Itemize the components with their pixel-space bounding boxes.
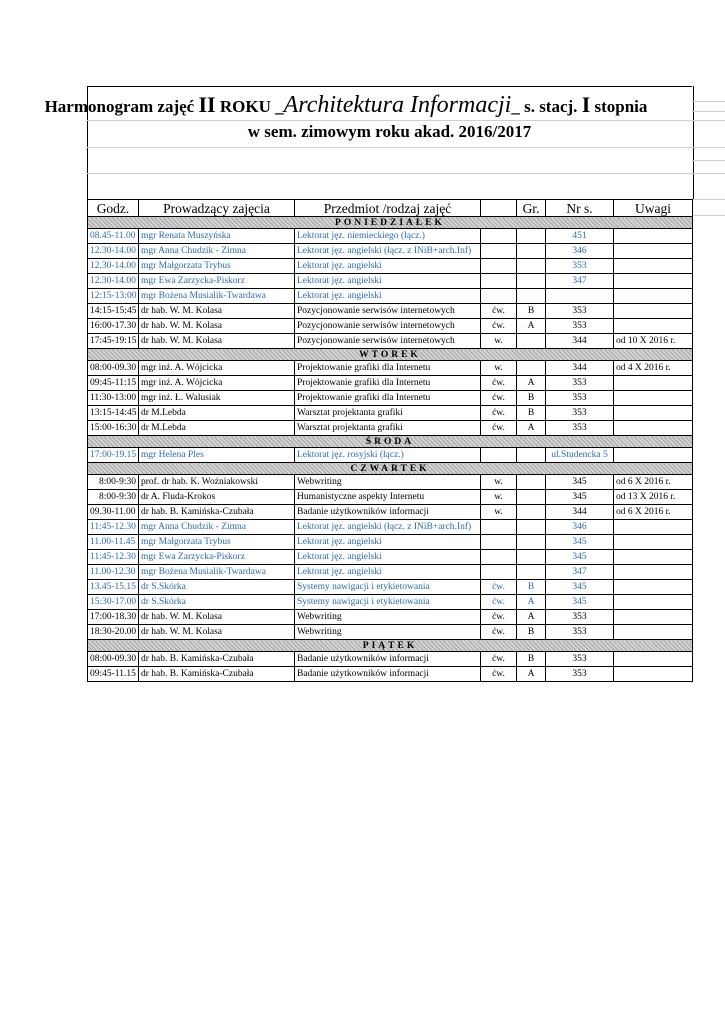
notes-cell	[614, 535, 693, 550]
notes-cell	[614, 259, 693, 274]
time-cell: 13:15-14:45	[88, 406, 139, 421]
notes-cell	[614, 319, 693, 334]
room-cell: 345	[546, 580, 614, 595]
room-cell: 353	[546, 421, 614, 436]
column-header: Gr.	[517, 200, 546, 217]
notes-cell	[614, 274, 693, 289]
type-cell: w.	[481, 490, 517, 505]
page-subtitle: w sem. zimowym roku akad. 2016/2017	[247, 122, 532, 141]
table-row	[88, 580, 693, 595]
teacher-cell: dr hab. W. M. Kolasa	[139, 625, 295, 640]
notes-cell	[614, 304, 693, 319]
room-cell: 346	[546, 520, 614, 535]
table-row	[88, 652, 693, 667]
group-cell: A	[517, 376, 546, 391]
subject-cell: Projektowanie grafiki dla Internetu	[295, 361, 481, 376]
group-cell	[517, 535, 546, 550]
subject-cell: Lektorat jęz. angielski	[295, 535, 481, 550]
type-cell	[481, 244, 517, 259]
teacher-cell: mgr Helena Ples	[139, 448, 295, 463]
type-cell	[481, 520, 517, 535]
notes-cell: od 13 X 2016 r.	[614, 490, 693, 505]
group-cell	[517, 289, 546, 304]
day-header	[88, 436, 693, 448]
notes-cell	[614, 550, 693, 565]
day-header	[88, 640, 693, 652]
room-cell: 344	[546, 361, 614, 376]
room-cell: 353	[546, 652, 614, 667]
teacher-cell: mgr inż. A. Wójcicka	[139, 376, 295, 391]
table-row	[88, 595, 693, 610]
column-header: Przedmiot /rodzaj zajęć	[295, 200, 481, 217]
notes-cell	[614, 289, 693, 304]
column-header: Uwagi	[614, 200, 693, 217]
room-cell: 353	[546, 391, 614, 406]
table-row	[88, 520, 693, 535]
notes-cell	[614, 448, 693, 463]
table-row	[88, 319, 693, 334]
type-cell	[481, 565, 517, 580]
table-row	[88, 535, 693, 550]
teacher-cell: dr hab. W. M. Kolasa	[139, 610, 295, 625]
grid-line	[692, 215, 725, 216]
notes-cell	[614, 595, 693, 610]
type-cell	[481, 550, 517, 565]
room-cell: 353	[546, 625, 614, 640]
group-cell	[517, 448, 546, 463]
notes-cell	[614, 667, 693, 682]
table-row	[88, 391, 693, 406]
room-cell: 344	[546, 334, 614, 349]
type-cell	[481, 448, 517, 463]
time-cell: 15:00-16:30	[88, 421, 139, 436]
notes-cell	[614, 229, 693, 244]
day-header	[88, 349, 693, 361]
subject-cell: Lektorat jęz. rosyjski (łącz.)	[295, 448, 481, 463]
type-cell: ćw.	[481, 652, 517, 667]
teacher-cell: prof. dr hab. K. Woźniakowski	[139, 475, 295, 490]
room-cell: 344	[546, 505, 614, 520]
group-cell: B	[517, 304, 546, 319]
subject-cell: Lektorat jęz. angielski	[295, 565, 481, 580]
teacher-cell: mgr Anna Chudzik - Zimna	[139, 520, 295, 535]
group-cell	[517, 565, 546, 580]
table-row	[88, 667, 693, 682]
time-cell: 12:15-13:00	[88, 289, 139, 304]
type-cell: w.	[481, 475, 517, 490]
teacher-cell: dr M.Lebda	[139, 406, 295, 421]
notes-cell	[614, 406, 693, 421]
type-cell: ćw.	[481, 406, 517, 421]
group-cell: B	[517, 652, 546, 667]
group-cell: B	[517, 625, 546, 640]
teacher-cell: mgr Renata Muszyńska	[139, 229, 295, 244]
table-row	[88, 421, 693, 436]
time-cell: 17:00-18.30	[88, 610, 139, 625]
time-cell: 09:45-11:15	[88, 376, 139, 391]
subject-cell: Badanie użytkowników informacji	[295, 652, 481, 667]
subject-cell: Lektorat jęz. angielski	[295, 274, 481, 289]
group-cell: A	[517, 610, 546, 625]
group-cell	[517, 505, 546, 520]
subject-cell: Lektorat jęz. angielski	[295, 259, 481, 274]
room-cell: 353	[546, 406, 614, 421]
day-label: PIĄTEK	[88, 640, 693, 652]
subject-cell: Pozycjonowanie serwisów internetowych	[295, 319, 481, 334]
notes-cell	[614, 580, 693, 595]
schedule-table	[87, 199, 693, 682]
teacher-cell: mgr Ewa Zarzycka-Piskorz	[139, 550, 295, 565]
teacher-cell: dr M.Lebda	[139, 421, 295, 436]
teacher-cell: mgr inż. Ł. Walusiak	[139, 391, 295, 406]
table-row	[88, 304, 693, 319]
type-cell: ćw.	[481, 625, 517, 640]
notes-cell	[614, 244, 693, 259]
notes-cell: od 4 X 2016 r.	[614, 361, 693, 376]
type-cell	[481, 274, 517, 289]
subject-cell: Lektorat jęz. niemieckiego (łącz.)	[295, 229, 481, 244]
notes-cell	[614, 565, 693, 580]
group-cell: A	[517, 421, 546, 436]
day-label: CZWARTEK	[88, 463, 693, 475]
subject-cell: Warsztat projektanta grafiki	[295, 421, 481, 436]
room-cell: 345	[546, 490, 614, 505]
day-label: PONIEDZIAŁEK	[88, 217, 693, 229]
type-cell: w.	[481, 334, 517, 349]
grid-line	[87, 173, 725, 174]
time-cell: 18:30-20.00	[88, 625, 139, 640]
type-cell	[481, 259, 517, 274]
table-header	[88, 200, 693, 217]
time-cell: 15:30-17.00	[88, 595, 139, 610]
group-cell	[517, 334, 546, 349]
subject-cell: Projektowanie grafiki dla Internetu	[295, 376, 481, 391]
time-cell: 08:00-09.30	[88, 361, 139, 376]
table-row	[88, 244, 693, 259]
notes-cell: od 10 X 2016 r.	[614, 334, 693, 349]
subject-cell: Badanie użytkowników informacji	[295, 505, 481, 520]
top-border	[87, 86, 692, 87]
teacher-cell: mgr inż. A. Wójcicka	[139, 361, 295, 376]
type-cell: w.	[481, 505, 517, 520]
table-row	[88, 610, 693, 625]
type-cell: ćw.	[481, 391, 517, 406]
subject-cell: Webwriting	[295, 475, 481, 490]
grid-line	[87, 147, 725, 148]
grid-line	[692, 199, 725, 200]
teacher-cell: mgr Bożena Musialik-Twardawa	[139, 565, 295, 580]
subject-cell: Warsztat projektanta grafiki	[295, 406, 481, 421]
room-cell: 347	[546, 274, 614, 289]
time-cell: 11:45-12.30	[88, 550, 139, 565]
time-cell: 17:00-19.15	[88, 448, 139, 463]
notes-cell	[614, 520, 693, 535]
room-cell: 345	[546, 535, 614, 550]
type-cell: ćw.	[481, 667, 517, 682]
group-cell: A	[517, 595, 546, 610]
type-cell: ćw.	[481, 595, 517, 610]
table-row	[88, 361, 693, 376]
time-cell: 8:00-9:30	[88, 490, 139, 505]
type-cell: w.	[481, 361, 517, 376]
type-cell	[481, 535, 517, 550]
table-row	[88, 259, 693, 274]
teacher-cell: dr S.Skórka	[139, 580, 295, 595]
teacher-cell: dr hab. B. Kamińska-Czubała	[139, 652, 295, 667]
table-row	[88, 406, 693, 421]
subject-cell: Systemy nawigacji i etykietowania	[295, 580, 481, 595]
table-row	[88, 229, 693, 244]
time-cell: 11:30-13:00	[88, 391, 139, 406]
subject-cell: Lektorat jęz. angielski	[295, 289, 481, 304]
time-cell: 12.30-14.00	[88, 259, 139, 274]
time-cell: 08:00-09.30	[88, 652, 139, 667]
teacher-cell: mgr Bożena Musialik-Twardawa	[139, 289, 295, 304]
notes-cell	[614, 391, 693, 406]
time-cell: 13.45-15.15	[88, 580, 139, 595]
subject-cell: Lektorat jęz. angielski	[295, 550, 481, 565]
type-cell: ćw.	[481, 580, 517, 595]
group-cell: B	[517, 406, 546, 421]
time-cell: 11.00-12.30	[88, 565, 139, 580]
grid-line	[692, 111, 725, 112]
type-cell: ćw.	[481, 304, 517, 319]
subject-cell: Lektorat jęz. angielski (łącz. z INiB+arch.Inf)	[295, 244, 481, 259]
day-header	[88, 463, 693, 475]
column-header	[481, 200, 517, 217]
room-cell: 451	[546, 229, 614, 244]
grid-line	[87, 120, 725, 121]
teacher-cell: dr hab. B. Kamińska-Czubała	[139, 505, 295, 520]
room-cell: 345	[546, 475, 614, 490]
room-cell: 346	[546, 244, 614, 259]
table-row	[88, 475, 693, 490]
teacher-cell: mgr Anna Chudzik - Zimna	[139, 244, 295, 259]
subject-cell: Lektorat jęz. angielski (łącz. z INiB+arch.Inf)	[295, 520, 481, 535]
table-row	[88, 505, 693, 520]
teacher-cell: dr hab. W. M. Kolasa	[139, 304, 295, 319]
group-cell: B	[517, 580, 546, 595]
time-cell: 17:45-19:15	[88, 334, 139, 349]
notes-cell	[614, 376, 693, 391]
teacher-cell: dr S.Skórka	[139, 595, 295, 610]
time-cell: 16:00-17.30	[88, 319, 139, 334]
group-cell	[517, 475, 546, 490]
day-header	[88, 217, 693, 229]
room-cell: ul.Studencka 5	[546, 448, 614, 463]
table-row	[88, 565, 693, 580]
notes-cell: od 6 X 2016 r.	[614, 505, 693, 520]
time-cell: 09.30-11.00	[88, 505, 139, 520]
notes-cell	[614, 610, 693, 625]
teacher-cell: dr hab. W. M. Kolasa	[139, 319, 295, 334]
room-cell	[546, 289, 614, 304]
grid-line	[692, 101, 725, 102]
table-row	[88, 289, 693, 304]
room-cell: 345	[546, 595, 614, 610]
group-cell: A	[517, 319, 546, 334]
table-row	[88, 490, 693, 505]
room-cell: 353	[546, 667, 614, 682]
group-cell	[517, 274, 546, 289]
subject-cell: Webwriting	[295, 610, 481, 625]
type-cell: ćw.	[481, 319, 517, 334]
group-cell	[517, 520, 546, 535]
room-cell: 353	[546, 259, 614, 274]
table-row	[88, 274, 693, 289]
time-cell: 12.30-14.00	[88, 244, 139, 259]
teacher-cell: dr hab. W. M. Kolasa	[139, 334, 295, 349]
room-cell: 353	[546, 376, 614, 391]
notes-cell	[614, 421, 693, 436]
time-cell: 12.30-14.00	[88, 274, 139, 289]
group-cell	[517, 361, 546, 376]
day-label: WTOREK	[88, 349, 693, 361]
subject-cell: Pozycjonowanie serwisów internetowych	[295, 334, 481, 349]
subject-cell: Systemy nawigacji i etykietowania	[295, 595, 481, 610]
teacher-cell: mgr Małgorzata Trybus	[139, 535, 295, 550]
teacher-cell: mgr Małgorzata Trybus	[139, 259, 295, 274]
type-cell	[481, 289, 517, 304]
table-row	[88, 448, 693, 463]
time-cell: 11.00-11.45	[88, 535, 139, 550]
group-cell	[517, 550, 546, 565]
table-row	[88, 625, 693, 640]
day-label: ŚRODA	[88, 436, 693, 448]
subject-cell: Badanie użytkowników informacji	[295, 667, 481, 682]
room-cell: 353	[546, 610, 614, 625]
group-cell: B	[517, 391, 546, 406]
table-row	[88, 334, 693, 349]
room-cell: 347	[546, 565, 614, 580]
column-header: Nr s.	[546, 200, 614, 217]
teacher-cell: mgr Ewa Zarzycka-Piskorz	[139, 274, 295, 289]
subject-cell: Humanistyczne aspekty Internetu	[295, 490, 481, 505]
subject-cell: Projektowanie grafiki dla Internetu	[295, 391, 481, 406]
table-row	[88, 376, 693, 391]
type-cell: ćw.	[481, 421, 517, 436]
room-cell: 353	[546, 319, 614, 334]
time-cell: 09:45-11.15	[88, 667, 139, 682]
subject-cell: Pozycjonowanie serwisów internetowych	[295, 304, 481, 319]
column-header: Prowadzący zajęcia	[139, 200, 295, 217]
grid-line	[692, 160, 725, 161]
teacher-cell: dr A. Fluda-Krokos	[139, 490, 295, 505]
time-cell: 08.45-11.00	[88, 229, 139, 244]
time-cell: 14:15-15:45	[88, 304, 139, 319]
type-cell	[481, 229, 517, 244]
group-cell	[517, 229, 546, 244]
group-cell	[517, 244, 546, 259]
time-cell: 11:45-12.30	[88, 520, 139, 535]
notes-cell: od 6 X 2016 r.	[614, 475, 693, 490]
group-cell	[517, 259, 546, 274]
group-cell	[517, 490, 546, 505]
type-cell: ćw.	[481, 376, 517, 391]
time-cell: 8:00-9:30	[88, 475, 139, 490]
notes-cell	[614, 625, 693, 640]
teacher-cell: dr hab. B. Kamińska-Czubała	[139, 667, 295, 682]
room-cell: 353	[546, 304, 614, 319]
room-cell: 345	[546, 550, 614, 565]
subject-cell: Webwriting	[295, 625, 481, 640]
table-row	[88, 550, 693, 565]
page-title: Harmonogram zajęć II ROKU _Architektura Informacji_ s. stacj. I stopnia	[44, 92, 648, 118]
type-cell: ćw.	[481, 610, 517, 625]
notes-cell	[614, 652, 693, 667]
group-cell: A	[517, 667, 546, 682]
column-header: Godz.	[88, 200, 139, 217]
